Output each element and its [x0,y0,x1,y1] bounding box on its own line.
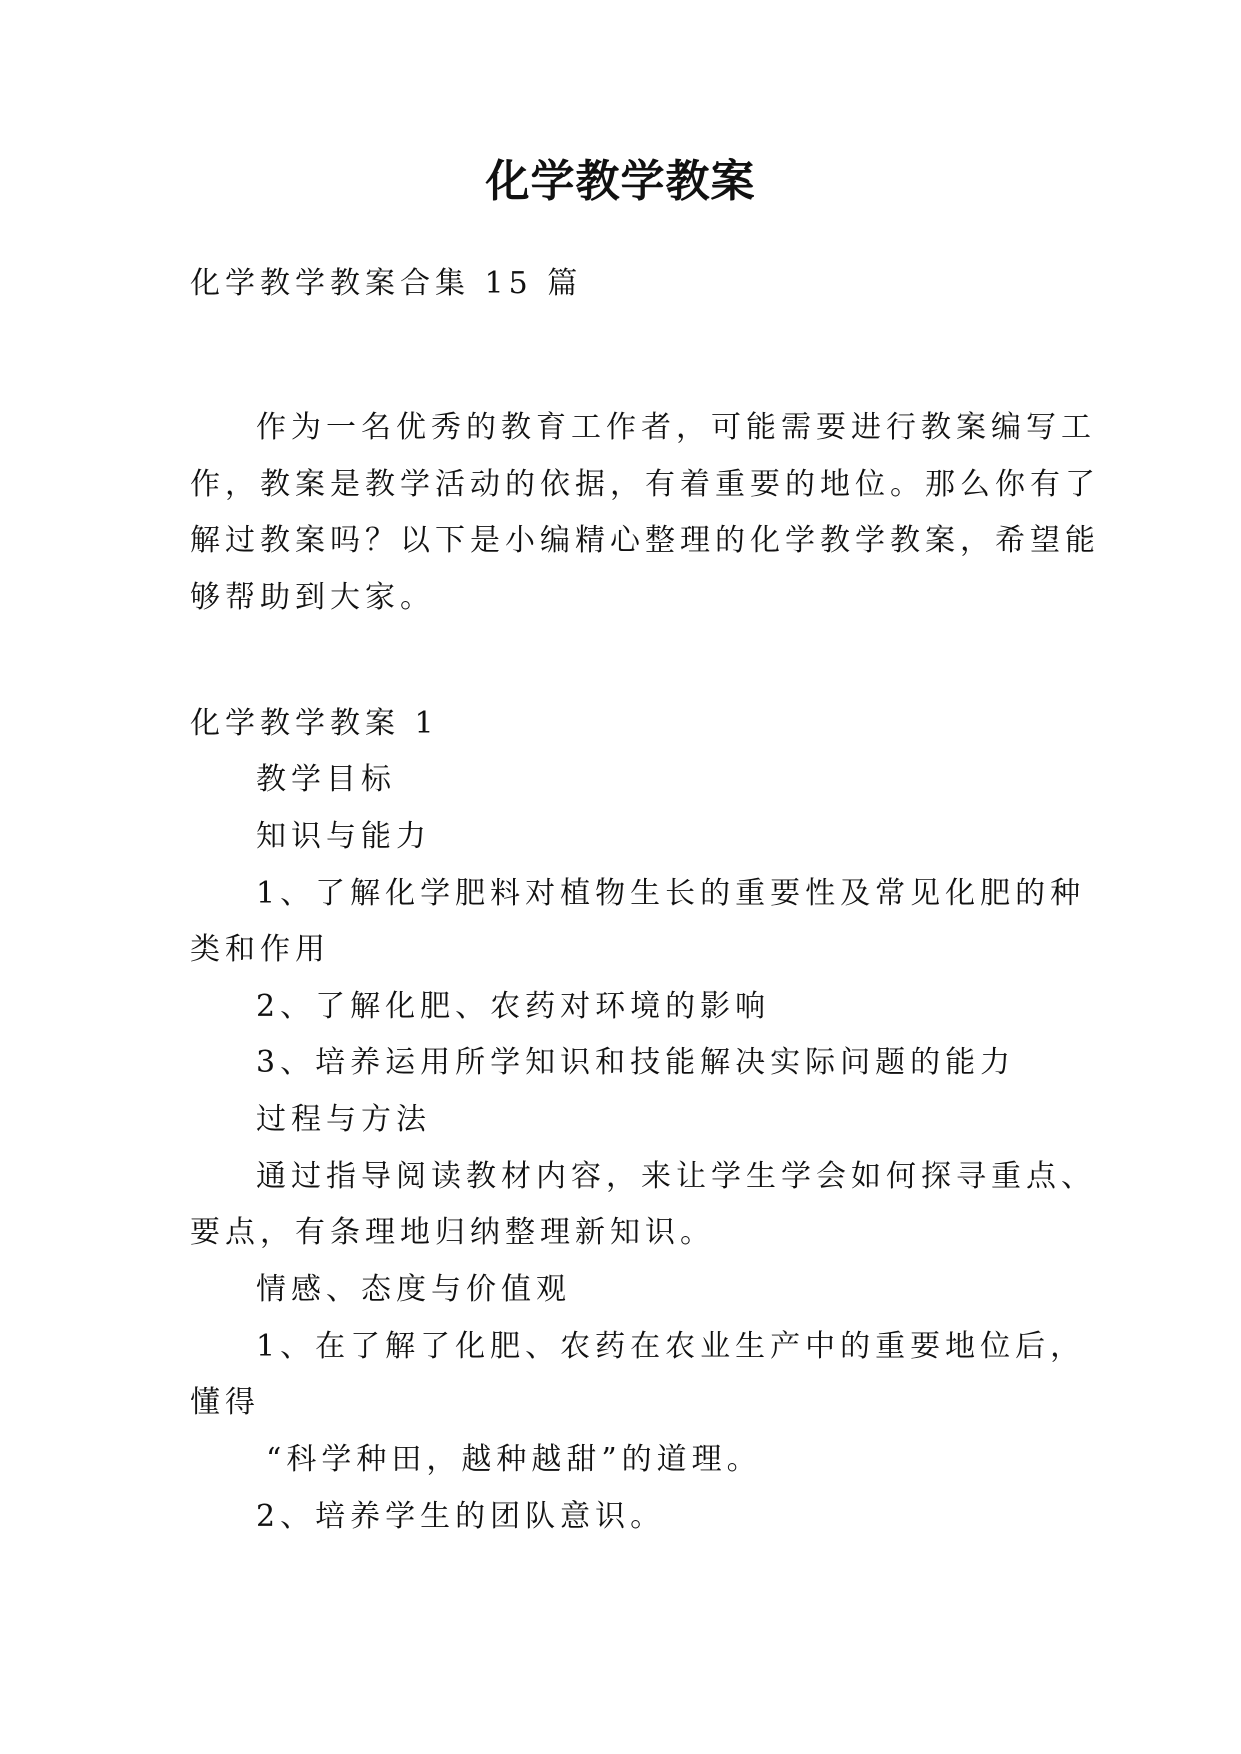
intro-line-4: 够帮助到大家。 [190,580,435,615]
objectives-label: 教学目标 [256,762,396,797]
knowledge-item-3: 3、培养运用所学知识和技能解决实际问题的能力 [256,1045,1016,1080]
knowledge-item-2: 2、了解化肥、农药对环境的影响 [256,989,771,1024]
emotion-quote: “科学种田，越种越甜”的道理。 [266,1442,762,1477]
intro-line-3: 解过教案吗？以下是小编精心整理的化学教学教案，希望能 [190,523,1100,558]
emotion-label: 情感、态度与价值观 [256,1272,571,1307]
process-label: 过程与方法 [256,1102,431,1137]
knowledge-item-1: 1、了解化学肥料对植物生长的重要性及常见化肥的种 [256,876,1086,911]
document-subtitle: 化学教学教案合集 15 篇 [190,266,583,301]
document-title: 化学教学教案 [485,156,756,207]
knowledge-item-1-cont: 类和作用 [190,932,330,967]
process-text-2: 要点，有条理地归纳整理新知识。 [190,1215,715,1250]
process-text-1: 通过指导阅读教材内容，来让学生学会如何探寻重点、 [256,1159,1096,1194]
intro-line-2: 作，教案是教学活动的依据，有着重要的地位。那么你有了 [190,467,1100,502]
intro-line-1: 作为一名优秀的教育工作者，可能需要进行教案编写工 [256,410,1096,445]
emotion-item-1: 1、在了解了化肥、农药在农业生产中的重要地位后， [256,1329,1086,1364]
knowledge-label: 知识与能力 [256,819,431,854]
emotion-item-1-cont: 懂得 [190,1385,260,1420]
section-heading: 化学教学教案 1 [190,706,439,741]
emotion-item-2: 2、培养学生的团队意识。 [256,1499,666,1534]
